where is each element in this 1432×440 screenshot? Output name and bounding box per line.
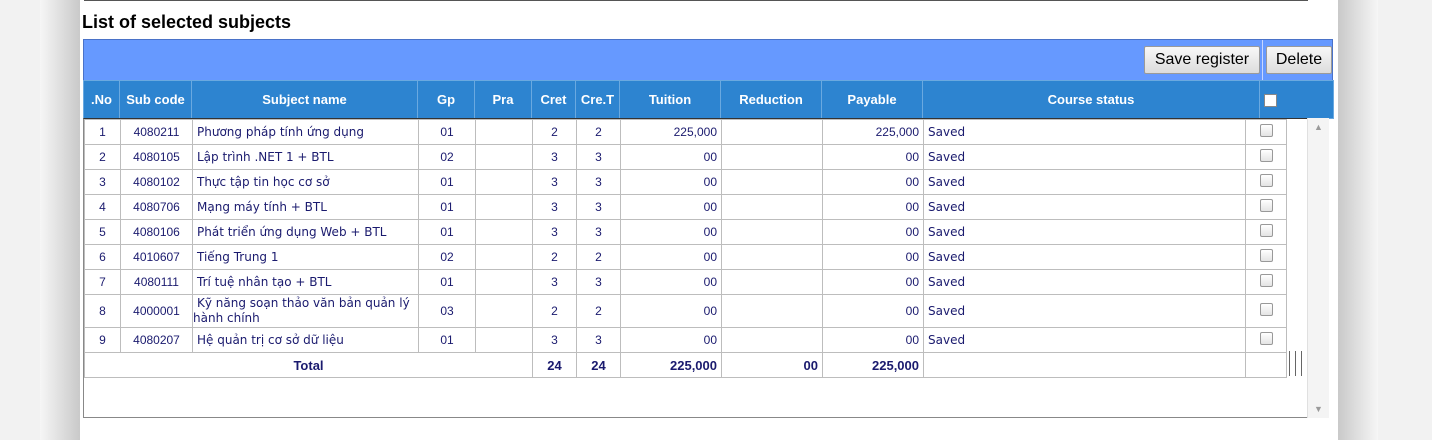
table-row (85, 120, 1287, 145)
row-checkbox[interactable] (1260, 149, 1273, 162)
row-gp: 01 (419, 120, 476, 145)
row-tuition: 00 (621, 295, 722, 328)
col-header-tuition: Tuition (620, 81, 721, 119)
col-header-pra: Pra (475, 81, 532, 119)
total-checkbox-empty (1246, 353, 1287, 378)
row-no: 2 (85, 145, 121, 170)
row-checkbox-cell (1246, 220, 1287, 245)
row-payable: 00 (823, 145, 924, 170)
total-cre-t: 24 (577, 353, 621, 378)
table-row (85, 145, 1287, 170)
row-cret: 2 (533, 245, 577, 270)
row-checkbox[interactable] (1260, 224, 1273, 237)
row-no: 9 (85, 328, 121, 353)
row-checkbox-cell (1246, 120, 1287, 145)
total-tuition: 225,000 (621, 353, 722, 378)
row-checkbox[interactable] (1260, 303, 1273, 316)
row-sub-code: 4000001 (121, 295, 193, 328)
row-reduction (722, 295, 823, 328)
row-subject-name: Thực tập tin học cơ sở (193, 170, 419, 195)
row-gp: 01 (419, 195, 476, 220)
row-subject-name: Trí tuệ nhân tạo + BTL (193, 270, 419, 295)
row-checkbox-cell (1246, 295, 1287, 328)
table-row (85, 270, 1287, 295)
row-tuition: 00 (621, 195, 722, 220)
table-header (83, 80, 1334, 119)
row-no: 5 (85, 220, 121, 245)
row-checkbox-cell (1246, 328, 1287, 353)
row-course-status: Saved (924, 195, 1246, 220)
col-header-cret: Cret (532, 81, 576, 119)
row-cre-t: 3 (577, 328, 621, 353)
total-row-edge-lines (1286, 351, 1304, 376)
selected-subjects-panel (80, 0, 1338, 440)
row-reduction (722, 328, 823, 353)
col-header-reduction: Reduction (721, 81, 822, 119)
row-pra (476, 195, 533, 220)
top-divider (84, 0, 1308, 1)
row-no: 8 (85, 295, 121, 328)
row-cret: 2 (533, 295, 577, 328)
row-course-status: Saved (924, 295, 1246, 328)
row-payable: 00 (823, 245, 924, 270)
row-cre-t: 2 (577, 245, 621, 270)
row-payable: 00 (823, 195, 924, 220)
row-cret: 3 (533, 145, 577, 170)
row-gp: 01 (419, 170, 476, 195)
row-no: 6 (85, 245, 121, 270)
row-payable: 225,000 (823, 120, 924, 145)
row-pra (476, 120, 533, 145)
row-cre-t: 2 (577, 295, 621, 328)
row-pra (476, 170, 533, 195)
row-tuition: 00 (621, 145, 722, 170)
row-checkbox[interactable] (1260, 274, 1273, 287)
row-sub-code: 4080106 (121, 220, 193, 245)
total-status-empty (924, 353, 1246, 378)
row-reduction (722, 170, 823, 195)
row-reduction (722, 120, 823, 145)
row-subject-name-line2: hành chính (193, 311, 260, 325)
row-cre-t: 3 (577, 220, 621, 245)
row-pra (476, 245, 533, 270)
row-payable: 00 (823, 295, 924, 328)
row-cret: 3 (533, 270, 577, 295)
row-course-status: Saved (924, 270, 1246, 295)
row-tuition: 00 (621, 245, 722, 270)
row-subject-name: Mạng máy tính + BTL (193, 195, 419, 220)
row-pra (476, 220, 533, 245)
page-shadow-left (40, 0, 80, 440)
row-gp: 03 (419, 295, 476, 328)
row-cret: 3 (533, 220, 577, 245)
total-label: Total (85, 353, 533, 378)
row-cret: 3 (533, 195, 577, 220)
row-checkbox[interactable] (1260, 174, 1273, 187)
row-tuition: 00 (621, 220, 722, 245)
table-row (85, 195, 1287, 220)
subjects-table-scroll-area[interactable] (83, 118, 1311, 418)
row-payable: 00 (823, 328, 924, 353)
row-gp: 01 (419, 220, 476, 245)
col-header-no: .No (84, 81, 120, 119)
row-payable: 00 (823, 170, 924, 195)
row-tuition: 00 (621, 328, 722, 353)
row-pra (476, 328, 533, 353)
col-header-subject-name: Subject name (192, 81, 418, 119)
row-subject-name: Tiếng Trung 1 (193, 245, 419, 270)
row-gp: 02 (419, 245, 476, 270)
row-no: 4 (85, 195, 121, 220)
row-sub-code: 4080211 (121, 120, 193, 145)
row-cre-t: 2 (577, 120, 621, 145)
row-reduction (722, 270, 823, 295)
row-gp: 01 (419, 270, 476, 295)
select-all-checkbox-cell (1260, 81, 1334, 119)
row-sub-code: 4080111 (121, 270, 193, 295)
table-row (85, 295, 1287, 328)
row-tuition: 225,000 (621, 120, 722, 145)
row-checkbox-cell (1246, 145, 1287, 170)
row-cret: 3 (533, 328, 577, 353)
delete-button[interactable]: Delete (1266, 46, 1332, 74)
row-subject-name: Lập trình .NET 1 + BTL (193, 145, 419, 170)
row-gp: 02 (419, 145, 476, 170)
toolbar-divider (1262, 40, 1263, 81)
col-header-sub-code: Sub code (120, 81, 192, 119)
row-pra (476, 145, 533, 170)
subjects-table (84, 119, 1287, 378)
action-toolbar (83, 39, 1333, 80)
row-cret: 3 (533, 170, 577, 195)
row-checkbox-cell (1246, 195, 1287, 220)
total-cret: 24 (533, 353, 577, 378)
table-row (85, 245, 1287, 270)
page-shadow-right (1338, 0, 1378, 440)
row-payable: 00 (823, 220, 924, 245)
row-tuition: 00 (621, 170, 722, 195)
row-no: 1 (85, 120, 121, 145)
row-reduction (722, 245, 823, 270)
row-reduction (722, 145, 823, 170)
row-pra (476, 270, 533, 295)
row-checkbox[interactable] (1260, 249, 1273, 262)
save-register-button[interactable]: Save register (1144, 46, 1260, 74)
row-course-status: Saved (924, 170, 1246, 195)
col-header-gp: Gp (418, 81, 475, 119)
total-row (85, 353, 1287, 378)
total-reduction: 00 (722, 353, 823, 378)
row-no: 7 (85, 270, 121, 295)
scroll-up-arrow-icon[interactable]: ▲ (1314, 122, 1323, 132)
row-cre-t: 3 (577, 145, 621, 170)
row-checkbox[interactable] (1260, 124, 1273, 137)
table-row (85, 170, 1287, 195)
row-checkbox[interactable] (1260, 199, 1273, 212)
select-all-checkbox[interactable] (1264, 94, 1277, 107)
row-checkbox-cell (1246, 245, 1287, 270)
row-course-status: Saved (924, 220, 1246, 245)
table-row (85, 328, 1287, 353)
row-sub-code: 4010607 (121, 245, 193, 270)
row-checkbox-cell (1246, 170, 1287, 195)
row-subject-name: Phát triển ứng dụng Web + BTL (193, 220, 419, 245)
row-course-status: Saved (924, 145, 1246, 170)
row-course-status: Saved (924, 245, 1246, 270)
vertical-scrollbar[interactable] (1307, 118, 1329, 418)
scroll-down-arrow-icon[interactable]: ▼ (1314, 404, 1323, 414)
row-gp: 01 (419, 328, 476, 353)
row-sub-code: 4080706 (121, 195, 193, 220)
total-payable: 225,000 (823, 353, 924, 378)
row-payable: 00 (823, 270, 924, 295)
row-subject-name (193, 295, 419, 328)
row-pra (476, 295, 533, 328)
row-sub-code: 4080105 (121, 145, 193, 170)
col-header-cre-t: Cre.T (576, 81, 620, 119)
col-header-payable: Payable (822, 81, 923, 119)
row-subject-name: Hệ quản trị cơ sở dữ liệu (193, 328, 419, 353)
row-sub-code: 4080102 (121, 170, 193, 195)
row-no: 3 (85, 170, 121, 195)
row-reduction (722, 195, 823, 220)
row-cre-t: 3 (577, 195, 621, 220)
row-sub-code: 4080207 (121, 328, 193, 353)
row-course-status: Saved (924, 328, 1246, 353)
table-row (85, 220, 1287, 245)
row-course-status: Saved (924, 120, 1246, 145)
row-reduction (722, 220, 823, 245)
row-cre-t: 3 (577, 170, 621, 195)
row-cre-t: 3 (577, 270, 621, 295)
col-header-course-status: Course status (923, 81, 1260, 119)
row-tuition: 00 (621, 270, 722, 295)
row-checkbox[interactable] (1260, 332, 1273, 345)
row-cret: 2 (533, 120, 577, 145)
row-subject-name-line1: Kỹ năng soạn thảo văn bản quản lý (197, 296, 410, 310)
page-title: List of selected subjects (82, 12, 292, 32)
row-checkbox-cell (1246, 270, 1287, 295)
row-subject-name: Phương pháp tính ứng dụng (193, 120, 419, 145)
